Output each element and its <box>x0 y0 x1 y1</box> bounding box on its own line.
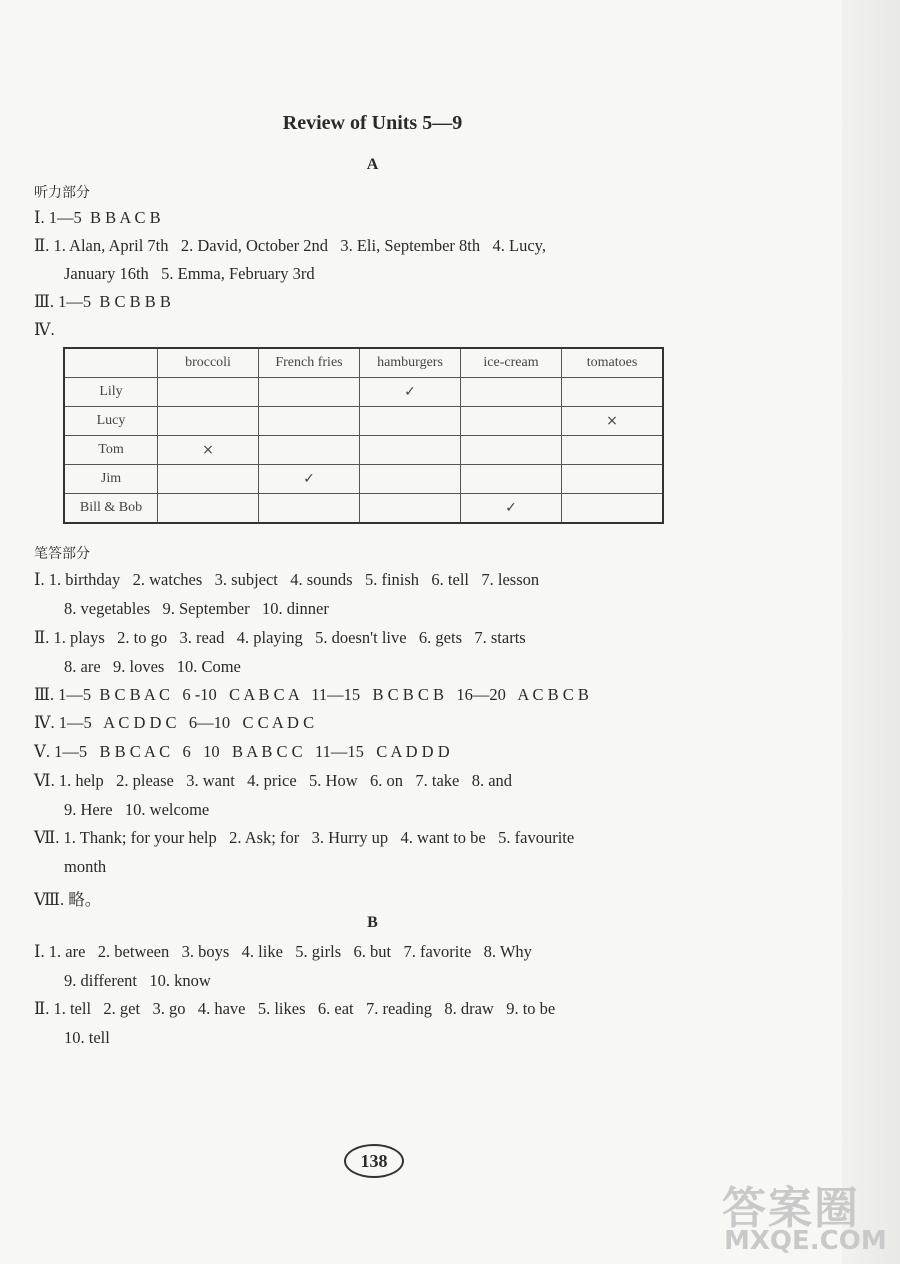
page-number: 138 <box>344 1144 404 1178</box>
table-cell <box>158 465 259 494</box>
table-cell <box>461 465 562 494</box>
row-name: Tom <box>64 436 158 465</box>
table-cell <box>562 494 664 524</box>
table-cell <box>259 494 360 524</box>
written-answer-7: Ⅶ. 1. Thank; for your help 2. Ask; for 3. Hurry up 4. want to be 5. favourite <box>34 828 575 847</box>
row-name: Lucy <box>64 407 158 436</box>
watermark-logo: 答案圈 <box>722 1183 860 1234</box>
page-fold-shadow <box>842 0 900 1264</box>
table-cell <box>461 378 562 407</box>
cross-mark: × <box>562 407 664 436</box>
table-row <box>64 378 663 407</box>
section-b-answer-1: Ⅰ. 1. are 2. between 3. boys 4. like 5. girls 6. but 7. favorite 8. Why <box>34 942 532 961</box>
written-heading: 笔答部分 <box>34 546 90 562</box>
section-a-heading: A <box>366 156 379 173</box>
table-row <box>64 436 663 465</box>
table-cell <box>360 407 461 436</box>
written-answer-5: Ⅴ. 1—5 B B C A C 6 10 B A B C C 11—15 C A D D D <box>34 742 450 761</box>
table-row <box>64 465 663 494</box>
written-answer-7-cont: month <box>64 857 107 876</box>
check-mark: ✓ <box>259 465 360 494</box>
check-mark: ✓ <box>461 494 562 524</box>
written-answer-1: Ⅰ. 1. birthday 2. watches 3. subject 4. sounds 5. finish 6. tell 7. lesson <box>34 570 540 589</box>
written-answer-2-cont: 8. are 9. loves 10. Come <box>64 657 241 676</box>
table-cell <box>562 436 664 465</box>
page-title: Review of Units 5—9 <box>282 112 463 134</box>
listening-answer-2: Ⅱ. 1. Alan, April 7th 2. David, October 2nd 3. Eli, September 8th 4. Lucy, <box>34 236 546 255</box>
written-answer-4: Ⅳ. 1—5 A C D D C 6—10 C C A D C <box>34 713 315 732</box>
table-cell <box>158 494 259 524</box>
table-cell <box>360 465 461 494</box>
table-row <box>64 407 663 436</box>
table-cell <box>360 494 461 524</box>
table-cell <box>259 378 360 407</box>
written-answer-2: Ⅱ. 1. plays 2. to go 3. read 4. playing 5. doesn't live 6. gets 7. starts <box>34 628 526 647</box>
listening-answer-4: Ⅳ. <box>34 320 55 339</box>
table-header-cell <box>64 348 158 378</box>
section-b-answer-2-cont: 10. tell <box>64 1028 110 1047</box>
food-preference-table <box>63 347 664 524</box>
cross-mark: × <box>158 436 259 465</box>
section-b-answer-1-cont: 9. different 10. know <box>64 971 211 990</box>
row-name: Bill & Bob <box>64 494 158 524</box>
table-header-row <box>64 348 663 378</box>
listening-answer-2-cont: January 16th 5. Emma, February 3rd <box>64 264 315 283</box>
table-cell <box>158 378 259 407</box>
table-header-cell: broccoli <box>158 348 259 378</box>
table-header-cell: tomatoes <box>562 348 664 378</box>
section-b-heading: B <box>367 914 378 931</box>
written-answer-1-cont: 8. vegetables 9. September 10. dinner <box>64 599 329 618</box>
table-cell <box>461 436 562 465</box>
table-row <box>64 494 663 524</box>
check-mark: ✓ <box>360 378 461 407</box>
table-cell <box>360 436 461 465</box>
table-cell <box>259 407 360 436</box>
row-name: Jim <box>64 465 158 494</box>
written-answer-6-cont: 9. Here 10. welcome <box>64 800 210 819</box>
written-answer-8: Ⅷ. 略。 <box>34 890 102 909</box>
listening-heading: 听力部分 <box>34 185 90 201</box>
listening-answer-1: Ⅰ. 1—5 B B A C B <box>34 208 161 227</box>
table-cell <box>562 465 664 494</box>
watermark-url: MXQE.COM <box>724 1226 887 1256</box>
written-answer-6: Ⅵ. 1. help 2. please 3. want 4. price 5. How 6. on 7. take 8. and <box>34 771 513 790</box>
listening-answer-3: Ⅲ. 1—5 B C B B B <box>34 292 171 311</box>
table-header-cell: hamburgers <box>360 348 461 378</box>
table-cell <box>259 436 360 465</box>
table-header-cell: ice-cream <box>461 348 562 378</box>
section-b-answer-2: Ⅱ. 1. tell 2. get 3. go 4. have 5. likes 6. eat 7. reading 8. draw 9. to be <box>34 999 556 1018</box>
table-cell <box>158 407 259 436</box>
table-cell <box>562 378 664 407</box>
written-answer-3: Ⅲ. 1—5 B C B A C 6 -10 C A B C A 11—15 B C B C B 16—20 A C B C B <box>34 685 589 704</box>
row-name: Lily <box>64 378 158 407</box>
table-header-cell: French fries <box>259 348 360 378</box>
table-cell <box>461 407 562 436</box>
